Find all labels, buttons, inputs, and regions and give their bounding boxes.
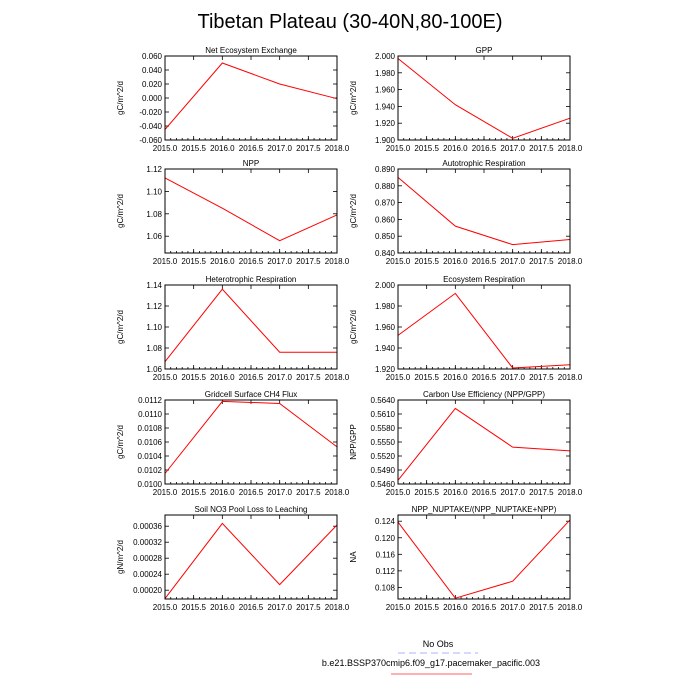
panel-title: NPP: [242, 159, 260, 168]
y-tick-label: 1.12: [146, 165, 162, 174]
x-tick-label: 2016.5: [238, 488, 264, 497]
y-axis-label: NA: [349, 551, 358, 563]
panel-title: Net Ecosystem Exchange: [205, 46, 297, 55]
series-line: [398, 177, 570, 244]
panel-grid: [116, 46, 583, 612]
y-tick-label: 0.0100: [137, 480, 162, 489]
panel-title: Carbon Use Efficiency (NPP/GPP): [422, 390, 546, 399]
x-tick-label: 2016.5: [238, 373, 264, 382]
y-tick-label: 0.860: [374, 215, 395, 225]
plot-frame: [165, 515, 337, 599]
x-tick-label: 2015.0: [385, 603, 411, 612]
series-line: [165, 523, 337, 598]
x-tick-label: 2015.5: [181, 373, 206, 382]
x-tick-label: 2015.5: [414, 603, 439, 612]
y-tick-label: 0.5520: [370, 452, 395, 461]
y-tick-label: 0.870: [374, 198, 395, 208]
plot-frame: [165, 169, 337, 253]
y-tick-label: 0.040: [141, 66, 162, 75]
x-tick-label: 2015.5: [181, 144, 206, 153]
panel-gridcell-surface-ch4-flux: [116, 390, 350, 497]
x-tick-label: 2018.0: [324, 257, 350, 266]
y-tick-label: 1.12: [146, 302, 162, 311]
x-tick-label: 2015.5: [181, 488, 206, 497]
x-tick-label: 2017.0: [500, 603, 525, 612]
legend-label-model-run: b.e21.BSSP370cmip6.f09_g17.pacemaker_pacific.003: [321, 658, 541, 668]
y-tick-label: 1.920: [374, 119, 395, 129]
x-tick-label: 2016.0: [443, 257, 468, 266]
x-tick-label: 2017.0: [267, 603, 292, 612]
x-tick-label: 2016.5: [471, 257, 497, 266]
x-tick-label: 2015.0: [385, 257, 411, 266]
x-tick-label: 2017.0: [267, 373, 292, 382]
y-tick-label: -0.020: [139, 108, 162, 117]
figure-title: Tibetan Plateau (30-40N,80-100E): [197, 11, 503, 33]
plot-frame: [165, 285, 337, 369]
y-tick-label: 0.5580: [370, 424, 395, 433]
y-axis-label: gC/m^2/d: [349, 81, 358, 115]
series-line: [165, 63, 337, 130]
x-tick-label: 2015.0: [152, 603, 178, 612]
x-tick-label: 2016.5: [471, 488, 497, 497]
x-tick-label: 2015.0: [385, 488, 411, 497]
x-tick-label: 2015.5: [414, 257, 439, 266]
x-tick-label: 2017.5: [529, 488, 554, 497]
x-tick-label: 2016.5: [238, 603, 264, 612]
x-tick-label: 2017.5: [529, 144, 554, 153]
series-line: [398, 520, 570, 598]
y-axis-label: gC/m^2/d: [116, 425, 125, 459]
y-tick-label: -0.060: [139, 136, 162, 145]
x-tick-label: 2018.0: [324, 144, 350, 153]
x-tick-label: 2018.0: [557, 603, 583, 612]
x-tick-label: 2016.0: [443, 603, 468, 612]
y-tick-label: 0.108: [374, 583, 395, 593]
x-tick-label: 2016.0: [443, 488, 468, 497]
x-tick-label: 2017.0: [267, 144, 292, 153]
x-tick-label: 2017.5: [296, 144, 321, 153]
x-tick-label: 2016.0: [210, 257, 235, 266]
x-tick-label: 2015.0: [385, 144, 411, 153]
x-tick-label: 2017.5: [296, 257, 321, 266]
x-tick-label: 2017.5: [296, 373, 321, 382]
x-tick-label: 2018.0: [557, 144, 583, 153]
x-tick-label: 2017.0: [500, 257, 525, 266]
panel-title: Soil NO3 Pool Loss to Leaching: [194, 505, 308, 514]
x-tick-label: 2017.0: [500, 488, 525, 497]
x-tick-label: 2018.0: [324, 488, 350, 497]
y-tick-label: 1.06: [146, 232, 162, 242]
legend: [322, 639, 540, 674]
y-tick-label: 0.840: [374, 249, 395, 258]
y-axis-label: gN/m^2/d: [116, 540, 125, 574]
x-tick-label: 2015.5: [414, 488, 439, 497]
y-tick-label: 0.850: [374, 232, 395, 242]
x-tick-label: 2016.5: [471, 373, 497, 382]
y-tick-label: 0.0110: [138, 410, 162, 419]
legend-label-no-obs: No Obs: [422, 639, 454, 649]
y-tick-label: 0.5610: [370, 410, 395, 419]
y-tick-label: 1.10: [146, 323, 162, 332]
x-tick-label: 2015.5: [414, 373, 439, 382]
series-line: [165, 401, 337, 473]
y-tick-label: 0.0108: [137, 424, 162, 433]
y-tick-label: 0.000: [141, 94, 162, 103]
x-tick-label: 2018.0: [324, 373, 350, 382]
y-tick-label: 1.14: [146, 281, 162, 290]
y-tick-label: 0.00036: [133, 522, 162, 532]
y-tick-label: 0.00032: [133, 538, 162, 548]
y-tick-label: 0.116: [375, 550, 395, 560]
x-tick-label: 2016.0: [443, 373, 468, 382]
y-axis-label: gC/m^2/d: [116, 194, 125, 228]
panel-title: Heterotrophic Respiration: [205, 275, 297, 284]
plot-frame: [398, 400, 570, 484]
plot-frame: [398, 285, 570, 369]
y-tick-label: 0.0106: [137, 438, 162, 447]
y-tick-label: 0.060: [141, 52, 162, 61]
y-tick-label: 1.10: [146, 187, 162, 197]
x-tick-label: 2016.0: [443, 144, 468, 153]
x-tick-label: 2015.0: [152, 144, 178, 153]
x-tick-label: 2017.5: [296, 488, 321, 497]
y-tick-label: 0.00028: [133, 554, 162, 564]
y-tick-label: 1.08: [146, 209, 162, 219]
x-tick-label: 2017.5: [529, 373, 554, 382]
y-tick-label: 0.880: [374, 181, 395, 191]
y-tick-label: 0.124: [374, 517, 395, 527]
panel-carbon-use-efficiency-npp-gpp: [349, 390, 583, 497]
x-tick-label: 2016.5: [471, 603, 497, 612]
y-tick-label: 0.5460: [370, 480, 395, 489]
series-line: [398, 293, 570, 368]
x-tick-label: 2015.5: [181, 257, 206, 266]
x-tick-label: 2016.5: [471, 144, 497, 153]
y-axis-label: gC/m^2/d: [349, 310, 358, 344]
y-tick-label: -0.040: [139, 122, 162, 131]
x-tick-label: 2016.0: [210, 373, 235, 382]
series-line: [165, 178, 337, 241]
y-tick-label: 0.5640: [370, 396, 395, 405]
panel-npp-nuptake-npp-nuptake-npp: [349, 505, 583, 612]
x-tick-label: 2018.0: [557, 257, 583, 266]
panel-soil-no3-pool-loss-to-leaching: [116, 505, 350, 612]
panel-title: Autotrophic Respiration: [442, 159, 526, 168]
y-tick-label: 1.940: [374, 102, 395, 112]
panel-title: GPP: [475, 46, 493, 55]
x-tick-label: 2015.0: [152, 373, 178, 382]
y-axis-label: gC/m^2/d: [116, 310, 125, 344]
panel-npp: [116, 159, 350, 266]
panel-ecosystem-respiration: [349, 275, 583, 382]
plot-frame: [165, 56, 337, 140]
x-tick-label: 2017.0: [267, 257, 292, 266]
y-tick-label: 1.960: [374, 323, 395, 332]
y-tick-label: 0.120: [374, 533, 395, 543]
x-tick-label: 2015.0: [152, 257, 178, 266]
x-tick-label: 2017.5: [529, 257, 554, 266]
y-axis-label: gC/m^2/d: [116, 81, 125, 115]
y-tick-label: 1.08: [146, 344, 162, 353]
series-line: [398, 408, 570, 480]
x-tick-label: 2017.0: [267, 488, 292, 497]
series-line: [398, 59, 570, 139]
y-tick-label: 0.112: [375, 566, 395, 576]
y-axis-label: gC/m^2/d: [349, 194, 358, 228]
y-tick-label: 1.06: [146, 365, 162, 374]
x-tick-label: 2015.5: [181, 603, 206, 612]
panel-gpp: [349, 46, 583, 153]
panel-heterotrophic-respiration: [116, 275, 350, 382]
panel-title: Ecosystem Respiration: [443, 275, 525, 284]
y-tick-label: 0.5490: [370, 466, 395, 475]
y-tick-label: 0.020: [141, 80, 162, 89]
panel-autotrophic-respiration: [349, 159, 583, 266]
plot-frame: [398, 169, 570, 253]
y-tick-label: 0.00024: [133, 570, 162, 580]
y-tick-label: 1.980: [374, 302, 395, 311]
x-tick-label: 2017.0: [500, 144, 525, 153]
y-tick-label: 1.940: [374, 344, 395, 353]
panel-title: NPP_NUPTAKE/(NPP_NUPTAKE+NPP): [411, 505, 557, 514]
x-tick-label: 2018.0: [557, 488, 583, 497]
x-tick-label: 2016.0: [210, 488, 235, 497]
x-tick-label: 2016.5: [238, 144, 264, 153]
x-tick-label: 2017.0: [500, 373, 525, 382]
x-tick-label: 2017.5: [296, 603, 321, 612]
y-tick-label: 1.980: [374, 68, 395, 78]
y-tick-label: 0.0112: [138, 396, 162, 405]
x-tick-label: 2016.0: [210, 144, 235, 153]
y-tick-label: 2.000: [374, 52, 395, 61]
y-tick-label: 0.0104: [137, 452, 162, 461]
series-line: [165, 289, 337, 361]
y-axis-label: NPP/GPP: [349, 424, 358, 460]
x-tick-label: 2016.0: [210, 603, 235, 612]
plot-frame: [165, 400, 337, 484]
y-tick-label: 2.000: [374, 281, 395, 290]
x-tick-label: 2015.0: [385, 373, 411, 382]
y-tick-label: 0.00020: [133, 586, 162, 596]
x-tick-label: 2018.0: [557, 373, 583, 382]
y-tick-label: 0.5550: [370, 438, 395, 447]
x-tick-label: 2017.5: [529, 603, 554, 612]
x-tick-label: 2015.0: [152, 488, 178, 497]
y-tick-label: 1.920: [374, 365, 395, 374]
y-tick-label: 0.0102: [137, 466, 162, 475]
x-tick-label: 2015.5: [414, 144, 439, 153]
x-tick-label: 2016.5: [238, 257, 264, 266]
y-tick-label: 1.900: [374, 136, 395, 145]
x-tick-label: 2018.0: [324, 603, 350, 612]
panel-title: Gridcell Surface CH4 Flux: [204, 390, 298, 399]
y-tick-label: 0.890: [374, 165, 395, 174]
panel-net-ecosystem-exchange: [116, 46, 350, 153]
y-tick-label: 1.960: [374, 85, 395, 95]
